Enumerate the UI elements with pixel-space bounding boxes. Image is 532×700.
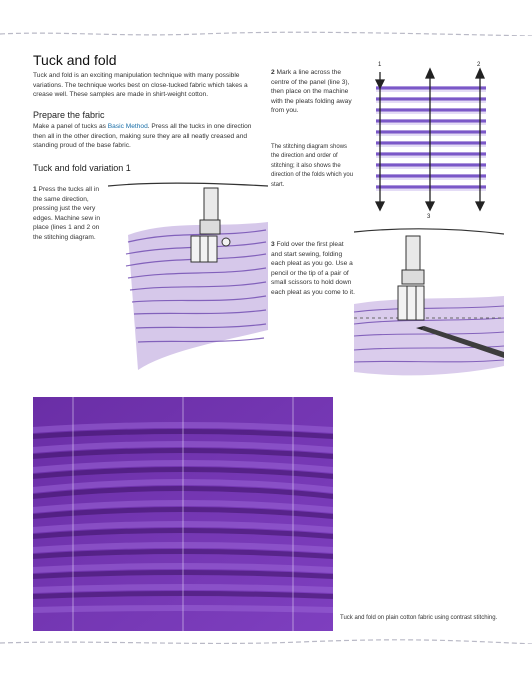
- prepare-text-before: Make a panel of tucks as: [33, 123, 108, 130]
- machine-sewing-illustration-3: [354, 226, 504, 388]
- step-3: [271, 240, 355, 298]
- step-2-number: 2: [271, 69, 275, 76]
- intro-paragraph: Tuck and fold is an exciting manipulation technique with many possible variations. The technique works best on close-tucked fabric which takes a crease well. These samples are made in shirt-weight cotton.: [33, 72, 248, 99]
- photo-caption: Tuck and fold on plain cotton fabric using contrast stitching.: [340, 615, 498, 621]
- step-1: [33, 185, 105, 243]
- diagram-label-2: 2: [477, 62, 481, 68]
- variation-heading: Tuck and fold variation 1: [33, 163, 131, 173]
- page-title: Tuck and fold: [33, 52, 117, 68]
- diagram-note: The stitching diagram shows the direction and order of stitching; it also shows the direction of the folds which you start.: [271, 144, 354, 188]
- diagram-label-1: 1: [378, 62, 382, 68]
- step-2-text: Mark a line across the centre of the panel (line 3), then place on the machine with the pleats folding away from you.: [271, 69, 352, 115]
- prepare-text-after: . Press all the tucks in one direction then all in the other direction, making sure they are all neatly creased and standing proud of the base fabric.: [33, 123, 252, 150]
- stitching-diagram: [366, 58, 500, 220]
- step-2: [271, 68, 361, 116]
- machine-sewing-illustration-1: [108, 180, 268, 386]
- prepare-paragraph: [33, 122, 265, 151]
- basic-method-link[interactable]: Basic Method: [107, 123, 148, 130]
- prepare-heading: Prepare the fabric: [33, 110, 105, 120]
- diagram-label-3: 3: [427, 214, 431, 220]
- tuck-and-fold-fabric-photo: [33, 397, 333, 631]
- bottom-dashed-border: [0, 638, 532, 644]
- top-dashed-border: [0, 30, 532, 36]
- step-1-text: Press the tucks all in the same direction, pressing just the very edges. Machine sew in place (lines 1 and 2 on the stitching diagram.: [33, 186, 101, 241]
- step-1-number: 1: [33, 186, 37, 193]
- step-3-number: 3: [271, 241, 275, 248]
- step-3-text: Fold over the first pleat and start sewing, folding each pleat as you go. Use a pencil or the tip of a pair of small scissors to hold down each pleat as you come to it.: [271, 241, 355, 296]
